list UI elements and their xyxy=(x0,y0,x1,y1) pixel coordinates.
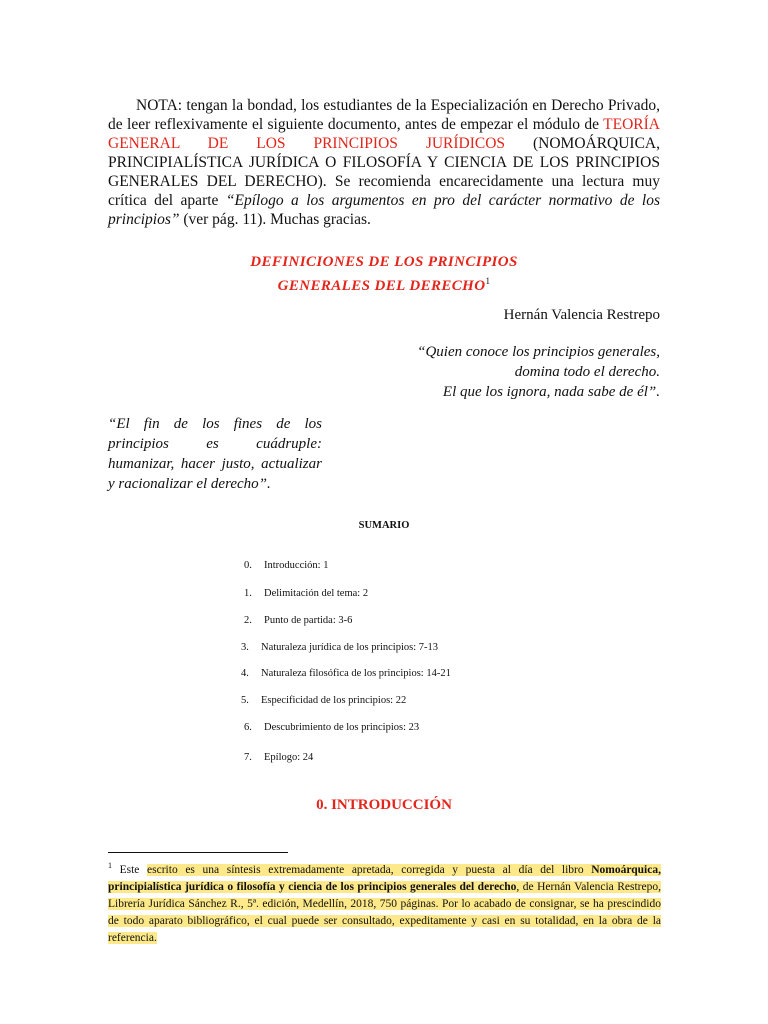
nota-paragraph xyxy=(108,96,660,229)
title-footnote-ref[interactable]: 1 xyxy=(485,276,491,286)
epigraph-right xyxy=(330,342,660,402)
sumario-item-7: 7. Epílogo: 24 xyxy=(244,752,314,763)
sumario-item-2: 2. Punto de partida: 3-6 xyxy=(244,615,353,626)
footnote-marker: 1 xyxy=(108,861,112,870)
footnote-highlight: escrito es una síntesis extremadamente apretada, corregida y puesta al día del libro Nomoárquica, principialística jurídica o filosofía y ciencia de los principios generales del derecho, de Hernán Valencia Restrepo, Librería Jurídica Sánchez R., 5ª. edición, Medellín, 2018, 750 páginas. Por lo acabado de consignar, se ha prescindido de todo aparato bibliográfico, el cual puede ser consultado, expeditamente y casi en su totalidad, en la obra de la referencia. xyxy=(108,863,661,944)
footnote-1: $^1$ Este escrito es una síntesis extremadamente apretada, corregida y puesta al día del libro Nomoárquica, principialística jurídica o filosofía y ciencia de los principios generales del derecho, de Hernán Valencia Restrepo, Librería Jurídica Sánchez R., 5ª. edición, Medellín, 2018, 750 páginas. Por lo acabado de consignar, se ha prescindido de todo aparato bibliográfico, el cual puede ser consultado, expeditamente y casi en su totalidad, en la obra de la referencia. xyxy=(108,861,661,944)
sumario-title: SUMARIO xyxy=(358,520,410,531)
document-title xyxy=(108,253,660,296)
epigraph-right-line-3: El que los ignora, nada sabe de él”. xyxy=(442,384,660,400)
footnote-book-title: Nomoárquica, principialística jurídica o filosofía y ciencia de los principios generales del derecho xyxy=(108,863,661,893)
title-line-2-wrap xyxy=(108,272,660,296)
footnote-divider xyxy=(108,852,288,853)
sumario-item-4: 4. Naturaleza filosófica de los principios: 14-21 xyxy=(241,668,451,679)
nota-text-2: (NOMOÁRQUICA, PRINCIPIALÍSTICA JURÍDICA O FILOSOFÍA Y CIENCIA DE LOS PRINCIPIOS GENERALES DEL DERECHO). Se recomienda encarecidamente una lectura muy crítica del aparte xyxy=(108,135,661,209)
section-heading-introduccion: 0. INTRODUCCIÓN xyxy=(316,797,452,813)
sumario-item-6: 6. Descubrimiento de los principios: 23 xyxy=(244,722,420,733)
nota-red-title: TEORÍA GENERAL DE LOS PRINCIPIOS JURÍDICOS xyxy=(108,116,660,152)
nota-italic-reference: “Epílogo a los argumentos en pro del carácter normativo de los principios” xyxy=(108,192,660,228)
epigraph-right-line-1: “Quien conoce los principios generales, xyxy=(417,344,660,360)
nota-text-1: NOTA: tengan la bondad, los estudiantes de la Especialización en Derecho Privado, de leer reflexivamente el siguiente documento, antes de empezar el módulo de xyxy=(108,97,660,133)
sumario-item-3: 3. Naturaleza jurídica de los principios: 7-13 xyxy=(241,642,438,653)
sumario-item-5: 5. Especificidad de los principios: 22 xyxy=(241,695,407,706)
title-line-1: DEFINICIONES DE LOS PRINCIPIOS xyxy=(250,254,518,270)
sumario-item-1: 1. Delimitación del tema: 2 xyxy=(244,588,369,599)
sumario-item-0: 0. Introducción: 1 xyxy=(244,560,329,571)
epigraph-right-line-2: domina todo el derecho. xyxy=(514,364,660,380)
nota-text-3: (ver pág. 11). Muchas gracias. xyxy=(179,211,371,228)
title-line-2: GENERALES DEL DERECHO xyxy=(277,278,486,294)
epigraph-left: “El fin de los fines de los principios es cuádruple: humanizar, hacer justo, actualizar y racionalizar el derecho”. xyxy=(108,416,322,492)
author-name: Hernán Valencia Restrepo xyxy=(503,307,660,323)
